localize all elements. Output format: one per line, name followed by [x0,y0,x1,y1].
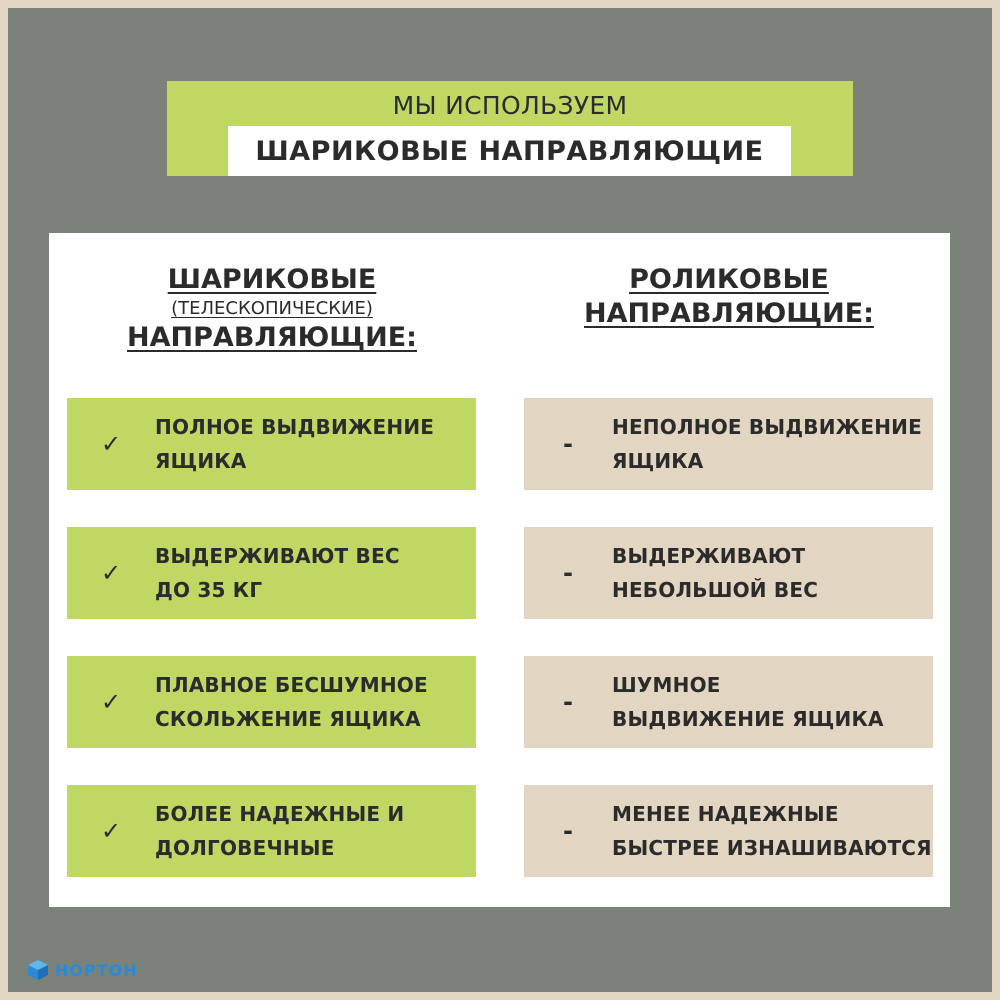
pro-card-line2: СКОЛЬЖЕНИЕ ЯЩИКА [155,707,421,731]
con-card-line1: ВЫДЕРЖИВАЮТ [612,544,806,568]
check-icon: ✓ [100,430,122,458]
con-card-text [612,797,932,865]
dash-icon: - [563,817,573,845]
ball-slides-title-line1: ШАРИКОВЫЕ [167,264,377,295]
dash-icon: - [563,559,573,587]
pro-card-text [155,668,428,736]
pro-card-line1: БОЛЕЕ НАДЕЖНЫЕ И [155,802,405,826]
roller-slides-title [524,263,934,331]
pro-card-line1: ПЛАВНОЕ БЕСШУМНОЕ [155,673,428,697]
pro-card [67,398,476,490]
pro-card [67,785,476,877]
con-card-line1: ШУМНОЕ [612,673,721,697]
pro-card-text [155,410,434,478]
ball-slides-title-line2: НАПРАВЛЯЮЩИЕ: [127,322,417,353]
con-card-line2: БЫСТРЕЕ ИЗНАШИВАЮТСЯ [612,836,932,860]
pro-card-text [155,797,404,865]
header-title: ШАРИКОВЫЕ НАПРАВЛЯЮЩИЕ [228,126,791,176]
con-card [524,656,933,748]
roller-slides-title-line2: НАПРАВЛЯЮЩИЕ: [584,298,874,329]
pro-card [67,527,476,619]
ball-slides-title-sub: (ТЕЛЕСКОПИЧЕСКИЕ) [171,298,373,319]
pro-card-line1: ПОЛНОЕ ВЫДВИЖЕНИЕ [155,415,435,439]
check-icon: ✓ [100,559,122,587]
pro-card-line2: ДО 35 КГ [155,578,263,602]
dash-icon: - [563,430,573,458]
con-card [524,785,933,877]
con-card-line2: ЯЩИКА [612,449,704,473]
check-icon: ✓ [100,688,122,716]
pro-card-line2: ЯЩИКА [155,449,247,473]
con-card-line1: МЕНЕЕ НАДЕЖНЫЕ [612,802,839,826]
roller-slides-title-line1: РОЛИКОВЫЕ [629,264,829,295]
pro-card-line1: ВЫДЕРЖИВАЮТ ВЕС [155,544,400,568]
con-card [524,527,933,619]
ball-slides-title [67,263,477,355]
pro-card-text [155,539,400,607]
comparison-panel [49,233,950,907]
header-banner [167,81,853,176]
con-card-line2: ВЫДВИЖЕНИЕ ЯЩИКА [612,707,884,731]
logo-text: НОРТОН [55,960,138,980]
brand-logo [26,958,138,982]
header-subtitle: МЫ ИСПОЛЬЗУЕМ [392,91,628,120]
con-card-text [612,668,884,736]
pro-card-line2: ДОЛГОВЕЧНЫЕ [155,836,335,860]
con-card [524,398,933,490]
cube-icon [26,958,50,982]
con-card-text [612,410,922,478]
con-card-text [612,539,818,607]
check-icon: ✓ [100,817,122,845]
con-card-line1: НЕПОЛНОЕ ВЫДВИЖЕНИЕ [612,415,922,439]
pro-card [67,656,476,748]
dash-icon: - [563,688,573,716]
con-card-line2: НЕБОЛЬШОЙ ВЕС [612,578,819,602]
